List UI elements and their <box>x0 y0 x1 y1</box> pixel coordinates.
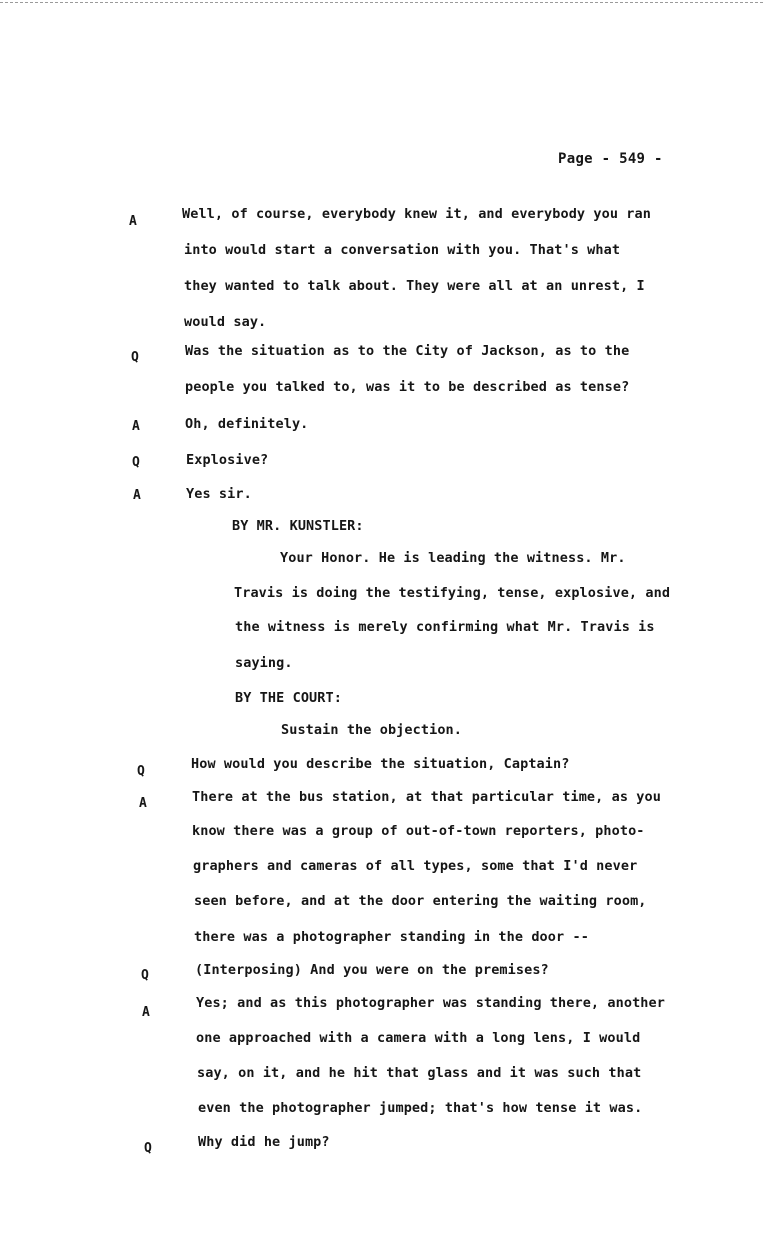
speaker-marker: Q <box>141 968 149 983</box>
transcript-line: they wanted to talk about. They were all at an unrest, I <box>184 278 645 294</box>
transcript-line: Sustain the objection. <box>281 722 463 738</box>
transcript-line: Why did he jump? <box>198 1134 330 1150</box>
speaker-marker: A <box>132 419 140 434</box>
speaker-marker: Q <box>144 1141 152 1156</box>
speaker-marker: A <box>129 214 137 229</box>
transcript-line: seen before, and at the door entering the waiting room, <box>194 893 647 909</box>
transcript-line: Was the situation as to the City of Jackson, as to the <box>185 343 630 359</box>
transcript-line: into would start a conversation with you. That's what <box>184 242 621 258</box>
speaker-marker: Q <box>132 455 140 470</box>
transcript-line: even the photographer jumped; that's how tense it was. <box>198 1100 643 1116</box>
court-heading: BY THE COURT: <box>235 690 342 706</box>
transcript-line: Well, of course, everybody knew it, and everybody you ran <box>182 206 651 222</box>
transcript-line: Oh, definitely. <box>185 416 309 432</box>
speaker-marker: A <box>142 1005 150 1020</box>
transcript-line: say, on it, and he hit that glass and it was such that <box>197 1065 642 1081</box>
transcript-line: one approached with a camera with a long lens, I would <box>196 1030 641 1046</box>
transcript-line: graphers and cameras of all types, some that I'd never <box>193 858 638 874</box>
transcript-line: there was a photographer standing in the door -- <box>194 929 589 945</box>
speaker-marker: Q <box>131 350 139 365</box>
scan-top-edge <box>0 2 763 3</box>
examiner-heading: BY MR. KUNSTLER: <box>232 518 364 534</box>
transcript-line: would say. <box>184 314 267 330</box>
transcript-line: know there was a group of out-of-town reporters, photo- <box>192 823 645 839</box>
transcript-line: How would you describe the situation, Captain? <box>191 756 570 772</box>
transcript-line: Yes sir. <box>186 486 252 502</box>
speaker-marker: A <box>139 796 147 811</box>
speaker-marker: A <box>133 488 141 503</box>
transcript-line: Explosive? <box>186 452 269 468</box>
transcript-line: people you talked to, was it to be described as tense? <box>185 379 630 395</box>
transcript-line: There at the bus station, at that particular time, as you <box>192 789 661 805</box>
transcript-line: Travis is doing the testifying, tense, explosive, and <box>234 585 671 601</box>
page-number: Page - 549 - <box>558 151 663 167</box>
transcript-line: Yes; and as this photographer was standing there, another <box>196 995 665 1011</box>
transcript-line: the witness is merely confirming what Mr. Travis is <box>235 619 655 635</box>
speaker-marker: Q <box>137 764 145 779</box>
transcript-line: saying. <box>235 655 293 671</box>
transcript-line: Your Honor. He is leading the witness. Mr. <box>280 550 626 566</box>
transcript-line: (Interposing) And you were on the premises? <box>195 962 549 978</box>
